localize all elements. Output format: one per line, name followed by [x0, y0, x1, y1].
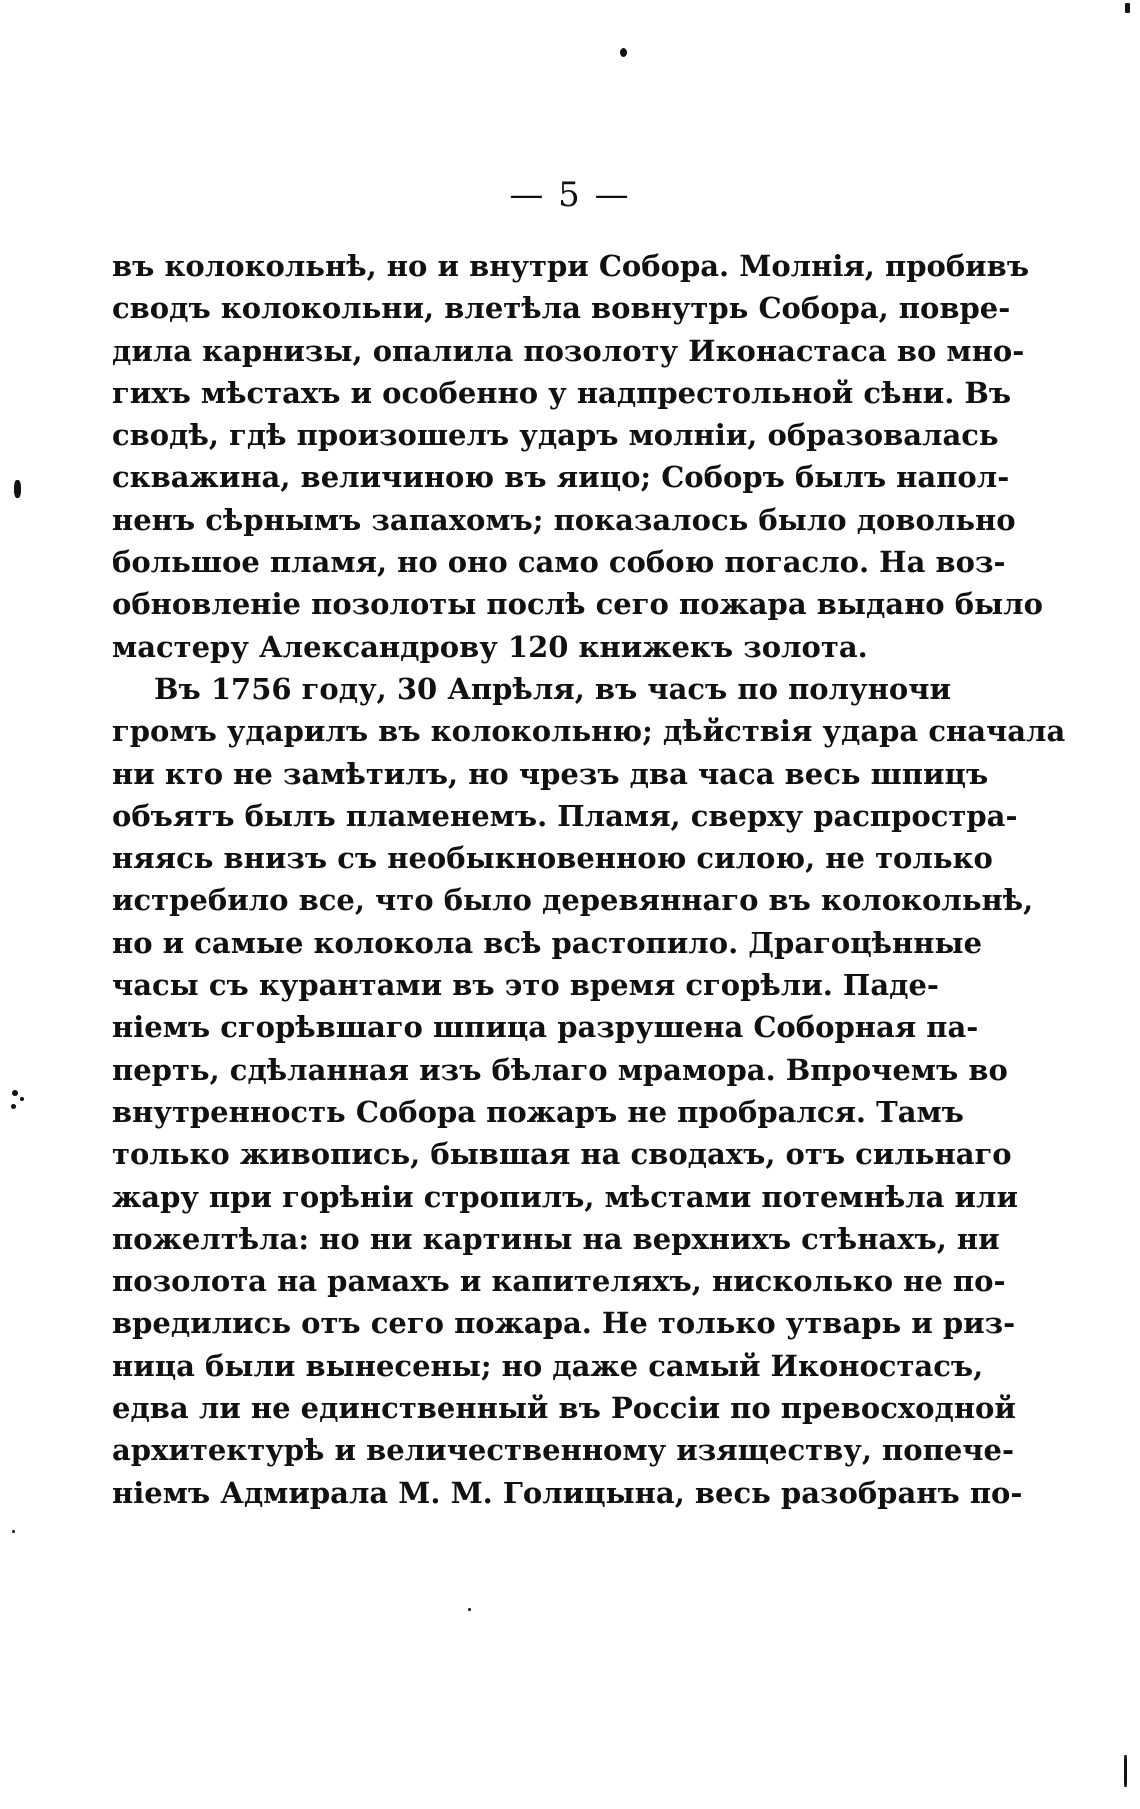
text-line: мастеру Александрову 120 книжекъ золота. [112, 629, 868, 664]
text-line: сводѣ, гдѣ произошелъ ударъ молніи, образовалась [112, 418, 999, 453]
text-line: пожелтѣла: но ни картины на верхнихъ стѣнахъ, ни [112, 1221, 1000, 1256]
text-line: обновленіе позолоты послѣ сего пожара выдано было [112, 587, 1043, 622]
text-line: Въ 1756 году, 30 Апрѣля, въ часъ по полуночи [154, 671, 951, 706]
scan-speck [12, 1090, 18, 1096]
text-line: ни кто не замѣтилъ, но чрезъ два часа весь шпицъ [112, 756, 989, 791]
text-line: жару при горѣніи стропилъ, мѣстами потемнѣла или [112, 1179, 1019, 1214]
text-line: вредились отъ сего пожара. Не только утварь и риз- [112, 1306, 1016, 1341]
body-text [112, 245, 1066, 1514]
text-line: но и самые колокола всѣ растопило. Драгоцѣнные [112, 925, 983, 960]
text-line: архитектурѣ и величественному изяществу, попече- [112, 1433, 1015, 1468]
scan-speck [11, 1104, 16, 1109]
text-line: внутренность Собора пожаръ не пробрался. Тамъ [112, 1094, 964, 1129]
text-line: въ колокольнѣ, но и внутри Собора. Молнія, пробивъ [112, 249, 1030, 283]
scan-speck [14, 480, 21, 498]
text-line: ница были вынесены; но даже самый Иконостасъ, [112, 1348, 984, 1383]
text-line: истребило все, что было деревяннаго въ колокольнѣ, [112, 883, 1034, 918]
text-line: скважина, величиною въ яицо; Соборъ былъ напол- [112, 460, 1010, 495]
text-line: позолота на рамахъ и капителяхъ, нисколько не по- [112, 1264, 1006, 1299]
scan-speck [1124, 1755, 1127, 1787]
text-line: гихъ мѣстахъ и особенно у надпрестольной сѣни. Въ [112, 375, 1012, 410]
text-line: дила карнизы, опалила позолоту Иконастаса во мно- [112, 333, 1025, 368]
text-line: часы съ курантами въ это время сгорѣли. Паде- [112, 968, 939, 1003]
text-line: объятъ былъ пламенемъ. Пламя, сверху распростра- [112, 798, 1018, 833]
text-line: ніемъ Адмирала М. М. Голицына, весь разобранъ по- [112, 1475, 1023, 1510]
scan-speck [12, 1530, 15, 1533]
scan-speck [620, 48, 627, 57]
text-line: сводъ колокольни, влетѣла вовнутрь Собора, повре- [112, 291, 1011, 326]
text-line: няясь внизъ съ необыкновенною силою, не только [112, 841, 993, 876]
scan-speck [1125, 3, 1130, 13]
text-line: едва ли не единственный въ Россіи по превосходной [112, 1391, 1016, 1426]
page-number: — 5 — [509, 175, 631, 215]
text-line: громъ ударилъ въ колокольню; дѣйствія удара сначала [112, 714, 1066, 749]
scan-speck [20, 1097, 24, 1101]
scan-speck [468, 1608, 471, 1611]
text-line: большое пламя, но оно само собою погасло. На воз- [112, 545, 1006, 580]
text-line: перть, сдѣланная изъ бѣлаго мрамора. Впрочемъ во [112, 1052, 1008, 1087]
text-line: ненъ сѣрнымъ запахомъ; показалось было довольно [112, 502, 1016, 537]
text-line: ніемъ сгорѣвшаго шпица разрушена Соборная па- [112, 1010, 979, 1045]
text-line: только живопись, бывшая на сводахъ, отъ сильнаго [112, 1137, 1012, 1172]
